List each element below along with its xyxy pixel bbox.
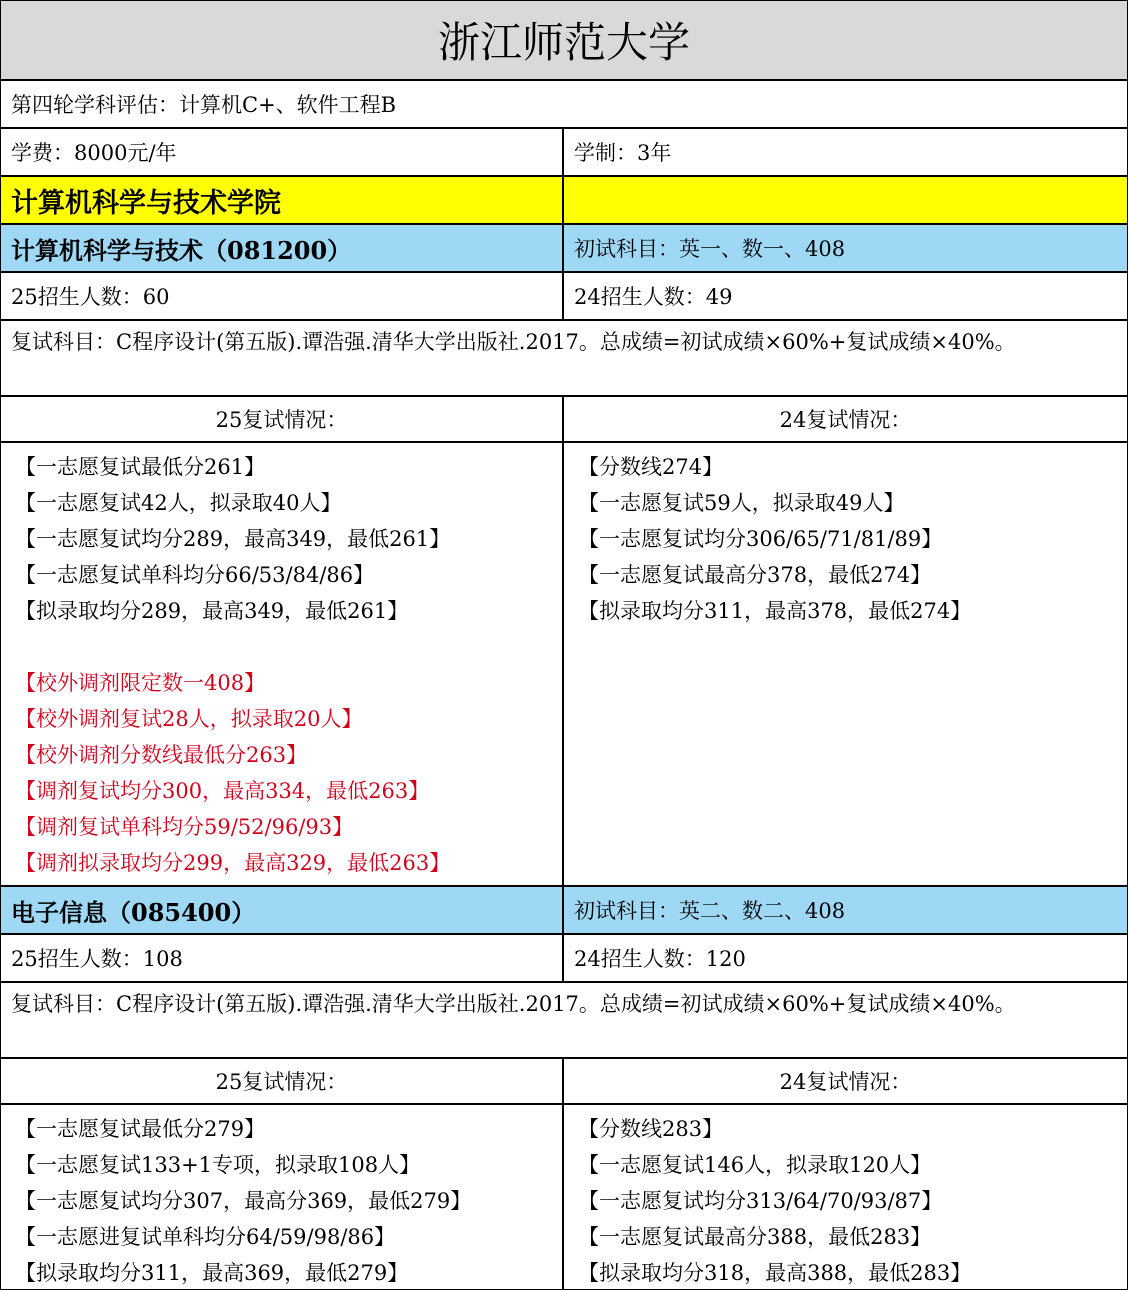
list-item: 【拟录取均分311，最高378，最低274】 [578,599,972,623]
list-item-red: 【调剂复试均分300，最高334，最低263】 [15,779,430,803]
list-item: 【分数线283】 [578,1117,724,1141]
college-row-blank [564,177,1127,223]
list-item: 【一志愿复试均分289，最高349，最低261】 [15,527,451,551]
list-item-red: 【调剂拟录取均分299，最高329，最低263】 [15,851,451,875]
list-item: 【一志愿复试均分307，最高分369，最低279】 [15,1189,472,1213]
list-item: 【分数线274】 [578,455,724,479]
tuition-text: 学费：8000元/年 [1,129,564,175]
major1-head24: 24复试情况： [779,408,912,432]
list-item: 【一志愿复试133+1专项，拟录取108人】 [15,1153,421,1177]
major2-enroll-row [1,935,1127,983]
list-item: 【一志愿复试最高分378，最低274】 [578,563,932,587]
title-row [1,1,1127,81]
list-item: 【一志愿复试均分306/65/71/81/89】 [578,527,943,551]
major2-enroll25: 25招生人数：108 [1,935,564,981]
major1-retest: 复试科目：C程序设计(第五版).谭浩强.清华大学出版社.2017。总成绩=初试成绩×60%+复试成绩×40%。 [11,330,1016,354]
list-item: 【一志愿复试最低分279】 [15,1117,266,1141]
major1-enroll-row [1,273,1127,321]
list-item-red: 【调剂复试单科均分59/52/96/93】 [15,815,354,839]
tuition-row [1,129,1127,177]
list-item: 【一志愿复试最高分388，最低283】 [578,1225,932,1249]
major2-header-row [1,887,1127,935]
major1-header-row [1,225,1127,273]
list-item-red: 【校外调剂分数线最低分263】 [15,743,308,767]
evaluation-row [1,81,1127,129]
major2-exam: 初试科目：英二、数二、408 [564,887,1127,933]
major1-exam: 初试科目：英一、数一、408 [564,225,1127,271]
university-title: 浙江师范大学 [1,1,1127,79]
major1-detail-row [1,443,1127,887]
major2-heading-row [1,1059,1127,1105]
major2-detail-row [1,1105,1127,1289]
duration-text: 学制：3年 [574,141,672,165]
major1-list24 [564,443,1127,885]
list-item: 【拟录取均分311，最高369，最低279】 [15,1261,409,1285]
major2-retest-row [1,983,1127,1059]
list-item-red: 【校外调剂限定数一408】 [15,671,266,695]
major1-name: 计算机科学与技术（081200） [1,225,564,271]
list-item: 【一志愿复试最低分261】 [15,455,266,479]
major2-head25: 25复试情况： [1,1059,564,1103]
list-item: 【一志愿复试单科均分66/53/84/86】 [15,563,375,587]
major2-head24: 24复试情况： [779,1070,912,1094]
major2-name: 电子信息（085400） [1,887,564,933]
major1-enroll24: 24招生人数：49 [574,285,733,309]
list-item: 【一志愿进复试单科均分64/59/98/86】 [15,1225,396,1249]
major1-heading-row [1,397,1127,443]
major1-list25 [1,443,564,885]
college-name: 计算机科学与技术学院 [1,177,564,223]
major2-list24 [564,1105,1127,1289]
evaluation-text: 第四轮学科评估：计算机C+、软件工程B [11,93,397,117]
list-item: 【一志愿复试59人，拟录取49人】 [578,491,905,515]
list-item: 【拟录取均分318，最高388，最低283】 [578,1261,972,1285]
college-row [1,177,1127,225]
major1-head25: 25复试情况： [1,397,564,441]
major2-enroll24: 24招生人数：120 [574,947,746,971]
list-item: 【拟录取均分289，最高349，最低261】 [15,599,409,623]
list-item-red: 【校外调剂复试28人，拟录取20人】 [15,707,363,731]
major2-list25 [1,1105,564,1289]
major2-retest: 复试科目：C程序设计(第五版).谭浩强.清华大学出版社.2017。总成绩=初试成绩×60%+复试成绩×40%。 [11,992,1016,1016]
list-item: 【一志愿复试42人，拟录取40人】 [15,491,342,515]
major1-retest-row [1,321,1127,397]
list-item: 【一志愿复试均分313/64/70/93/87】 [578,1189,943,1213]
list-item: 【一志愿复试146人，拟录取120人】 [578,1153,932,1177]
major1-enroll25: 25招生人数：60 [1,273,564,319]
